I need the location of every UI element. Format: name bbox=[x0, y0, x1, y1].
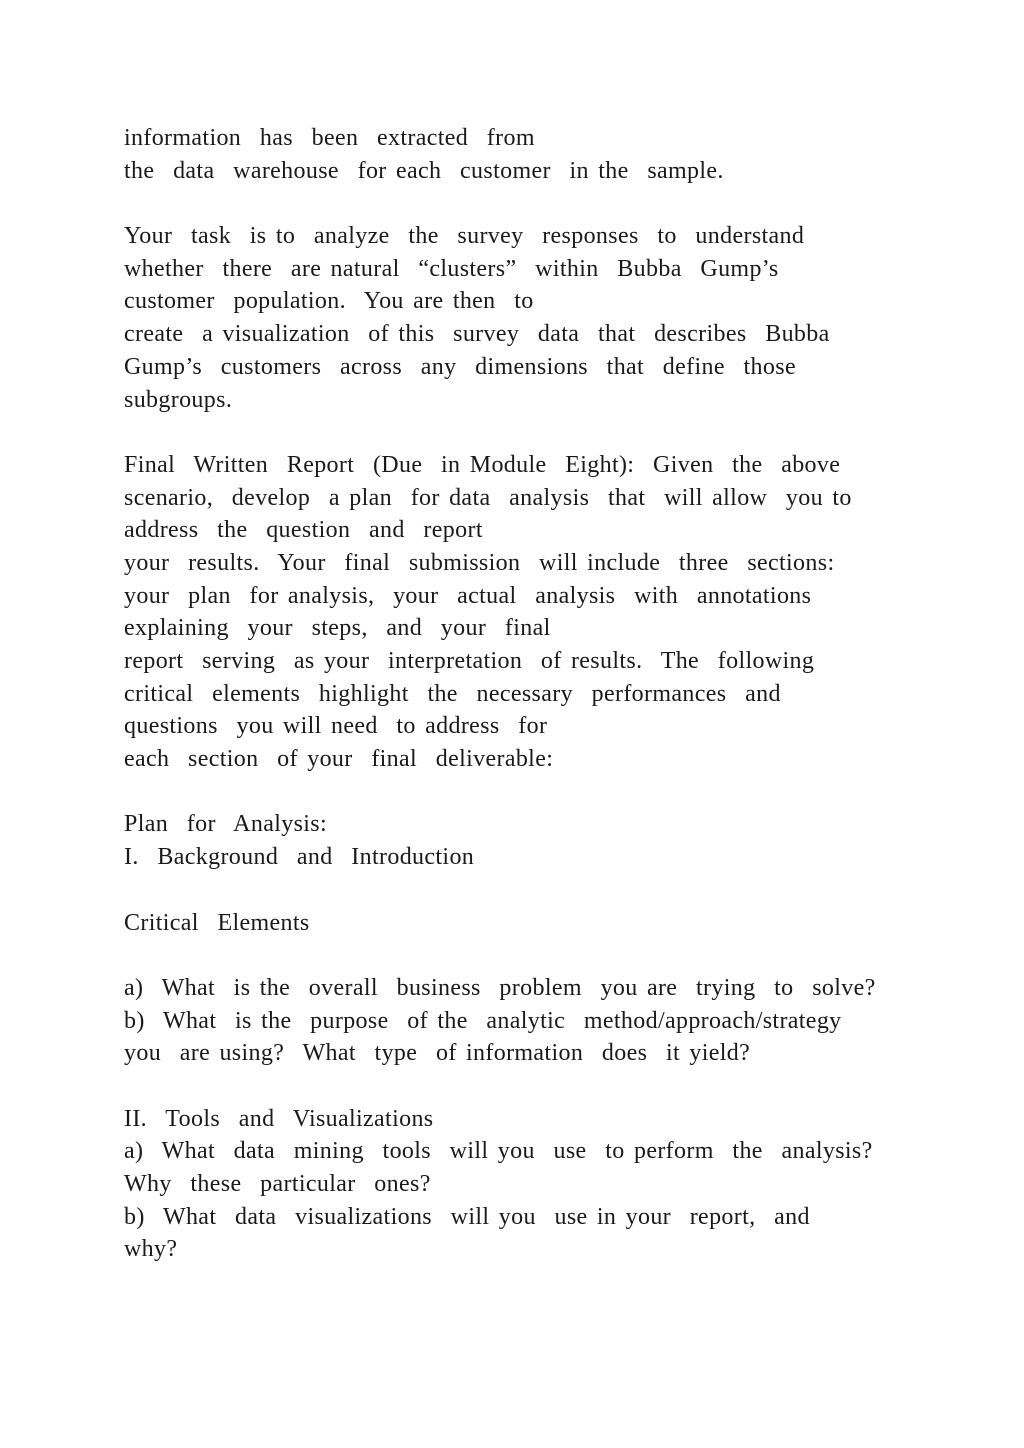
section-heading: II. Tools and Visualizations bbox=[124, 1105, 434, 1132]
text-line: subgroups. bbox=[124, 386, 233, 413]
section-heading: I. Background and Introduction bbox=[124, 844, 475, 871]
text-line: report serving as your interpretation of results. The following bbox=[124, 648, 815, 674]
text-line: critical elements highlight the necessary performances and bbox=[124, 680, 781, 707]
text-line: Gump’s customers across any dimensions that define those bbox=[124, 353, 796, 380]
text-line: Why these particular ones? bbox=[124, 1171, 431, 1197]
text-line: create a visualization of this survey data that describes Bubba bbox=[124, 321, 830, 348]
text-line: Final Written Report (Due in Module Eight): Given the above bbox=[124, 451, 841, 478]
text-line: scenario, develop a plan for data analysis that will allow you to bbox=[124, 484, 852, 511]
section-heading: Critical Elements bbox=[124, 909, 310, 936]
text-line: b) What data visualizations will you use in your report, and bbox=[124, 1203, 810, 1230]
blank-line bbox=[124, 874, 924, 907]
text-line: explaining your steps, and your final bbox=[124, 615, 551, 642]
document-body bbox=[124, 122, 924, 1266]
blank-line bbox=[124, 416, 924, 449]
text-line: the data warehouse for each customer in the sample. bbox=[124, 157, 724, 184]
text-line: questions you will need to address for bbox=[124, 713, 548, 740]
text-line: whether there are natural “clusters” within Bubba Gump’s bbox=[124, 255, 779, 282]
blank-line bbox=[124, 939, 924, 972]
text-line: why? bbox=[124, 1236, 178, 1263]
text-line: Your task is to analyze the survey responses to understand bbox=[124, 223, 805, 250]
text-line: each section of your final deliverable: bbox=[124, 746, 554, 773]
blank-line bbox=[124, 187, 924, 220]
text-line: you are using? What type of information does it yield? bbox=[124, 1040, 751, 1067]
blank-line bbox=[124, 1070, 924, 1103]
text-line: address the question and report bbox=[124, 517, 483, 544]
section-heading: Plan for Analysis: bbox=[124, 811, 327, 838]
text-line: customer population. You are then to bbox=[124, 288, 534, 315]
text-line: information has been extracted from bbox=[124, 125, 535, 151]
text-line: your plan for analysis, your actual analysis with annotations bbox=[124, 582, 812, 609]
text-line: your results. Your final submission will include three sections: bbox=[124, 549, 835, 576]
text-line: a) What data mining tools will you use to perform the analysis? bbox=[124, 1138, 873, 1165]
text-line: b) What is the purpose of the analytic method/approach/strategy bbox=[124, 1007, 842, 1034]
blank-line bbox=[124, 776, 924, 809]
text-line: a) What is the overall business problem you are trying to solve? bbox=[124, 974, 876, 1001]
